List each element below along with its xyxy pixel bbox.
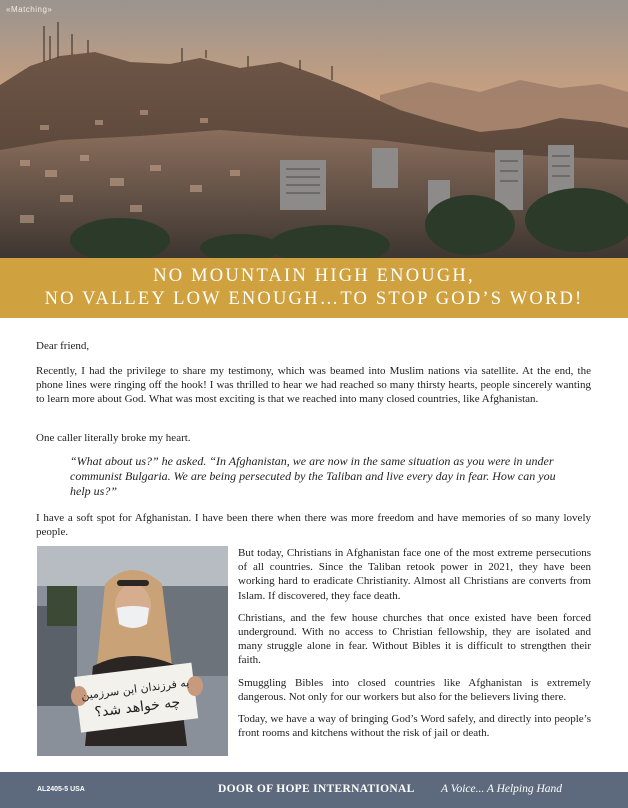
letter-paragraph-2: One caller literally broke my heart. (36, 432, 191, 444)
sign-text-line-2: چه خواهد شد؟ (93, 694, 182, 721)
protester-photo (37, 546, 228, 756)
headline-line-2: NO VALLEY LOW ENOUGH…TO STOP GOD’S WORD! (44, 289, 584, 309)
letter-greeting: Dear friend, (36, 340, 90, 352)
headline-line-1: NO MOUNTAIN HIGH ENOUGH, (153, 266, 475, 286)
protester-illustration (37, 546, 228, 756)
letter-paragraph-1: Recently, I had the privilege to share my testimony, which was beamed into Muslim nations via satellite. At the end, the phone lines were ringing off the hook! I was thrilled to hear we had reached so many thirsty hearts, people sincerely wanting to learn more about God. What was most exciting is that we reached into many closed countries, like Afghanistan. (36, 365, 591, 406)
hero-cityscape-image (0, 0, 628, 258)
letter-column (238, 546, 591, 748)
footer-organization: DOOR OF HOPE INTERNATIONAL (218, 783, 415, 795)
matching-tag: «Matching» (6, 5, 53, 14)
column-paragraph-2: Christians, and the few house churches that once existed have been forced underground. With no access to Christian fellowship, they are isolated and many struggle alone in fear. Without Bibles it is difficult to strengthen their faith. (238, 611, 591, 667)
headline-banner (0, 258, 628, 318)
column-paragraph-4: Today, we have a way of bringing God’s Word safely, and directly into people’s front rooms and kitchens without the risk of jail or death. (238, 713, 591, 740)
footer-code: AL2405-5 USA (37, 786, 85, 793)
column-paragraph-1: But today, Christians in Afghanistan face one of the most extreme persecutions of all countries. Since the Taliban retook power in 2021, they have been working hard to eradicate Christianity. Almost all Christians are converts from Islam. If discovered, they face death. (238, 547, 591, 602)
column-paragraph-3: Smuggling Bibles into closed countries like Afghanistan is extremely dangerous. Not only for our workers but also for the believers living there. (238, 676, 591, 703)
footer-tagline: A Voice... A Helping Hand (441, 783, 563, 795)
kabul-hills-illustration (0, 0, 628, 258)
letter-paragraph-3: I have a soft spot for Afghanistan. I have been there when there was more freedom and have memories of so many lovely people. (36, 512, 591, 539)
caller-quote: “What about us?” he asked. “In Afghanistan, we are now in the same situation as you were in under communist Bulgaria. We are being persecuted by the Taliban and live every day in fear. How can you help us?” (70, 454, 556, 498)
sign-text-line-1: به فرزندان این سرزمین (80, 676, 190, 703)
footer-bar (0, 772, 628, 808)
